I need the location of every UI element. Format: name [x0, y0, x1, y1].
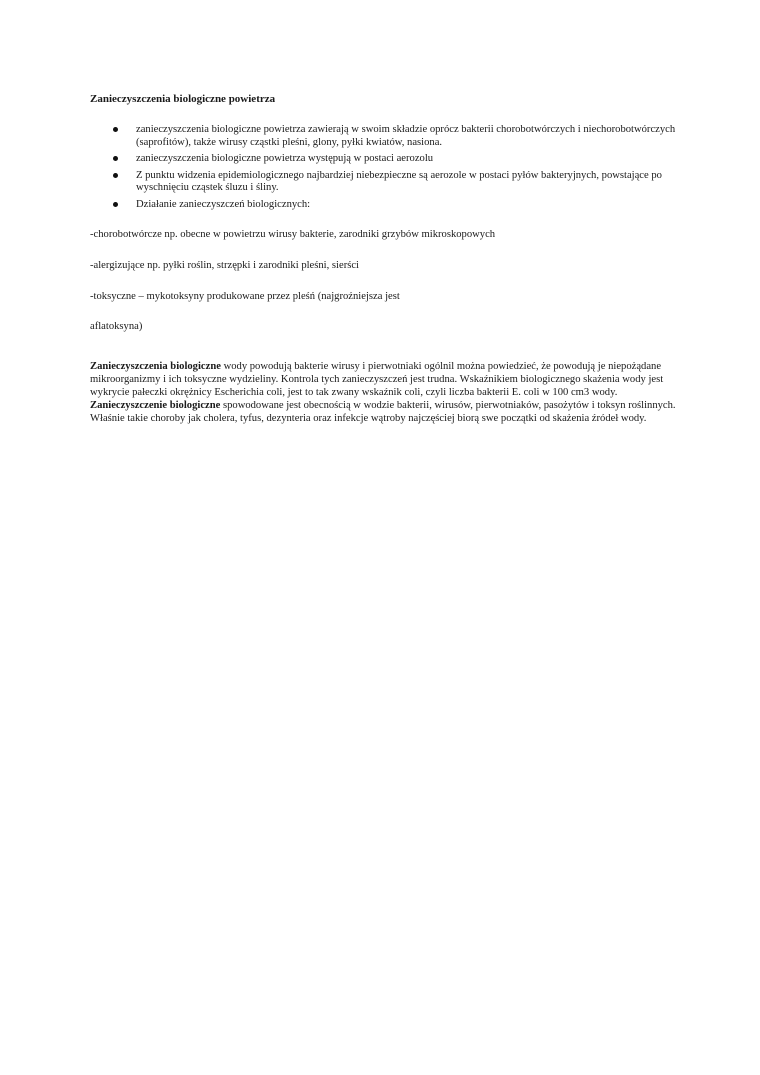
section-heading: Zanieczyszczenia biologiczne powietrza [90, 93, 276, 105]
bullet-text: zanieczyszczenia biologiczne powietrza zawierają w swoim składzie oprócz bakterii chorobotwórczych i niechorobotwórczych (saprofitów), także wirusy cząstki pleśni, glony, pyłki kwiatów, nasiona. [136, 124, 676, 148]
list-item [90, 153, 690, 166]
water-paragraph-text: spowodowane jest obecnością w wodzie bakterii, wirusów, pierwotniaków, pasożytów i toksyn roślinnych. Właśnie takie choroby jak cholera, tyfus, dezynteria oraz infekcje wątroby najczęściej biorą swe początki od skażenia źródeł wody. [90, 400, 676, 424]
bullet-list [90, 124, 690, 215]
bullet-icon [113, 173, 118, 178]
bullet-text: Działanie zanieczyszczeń biologicznych: [136, 198, 311, 210]
water-section [90, 360, 682, 425]
water-paragraph [90, 360, 682, 399]
list-item [90, 124, 690, 149]
list-item [90, 199, 690, 212]
water-paragraph-lead: Zanieczyszczenia biologiczne [90, 361, 221, 372]
bullet-icon [113, 127, 118, 132]
bullet-icon [113, 202, 118, 207]
bullet-text: zanieczyszczenia biologiczne powietrza występują w postaci aerozolu [136, 153, 434, 164]
water-paragraph-text: wody powodują bakterie wirusy i pierwotniaki ogólnil można powiedzieć, że powodują je niepożądane mikroorganizmy i ich toksyczne wydzieliny. Kontrola tych zanieczyszczeń jest trudna. Wskaźnikiem biologicznego skażenia wody jest wykrycie pałeczki okrężnicy Escherichia coli, jest to tak zwany wskaźnik coli, czyli liczba bakterii E. coli w 100 cm3 wody. [90, 361, 664, 398]
list-item [90, 170, 690, 195]
effect-pathogenic: -chorobotwórcze np. obecne w powietrzu wirusy bakterie, zarodniki grzybów mikroskopowych [90, 229, 496, 240]
bullet-icon [113, 156, 118, 161]
effect-allergenic: -alergizujące np. pyłki roślin, strzępki i zarodniki pleśni, sierści [90, 260, 359, 271]
effect-toxic-continued: aflatoksyna) [90, 321, 143, 332]
bullet-text: Z punktu widzenia epidemiologicznego najbardziej niebezpieczne są aerozole w postaci pyłów bakteryjnych, powstające po wyschnięciu cząstek śluzu i śliny. [136, 169, 662, 193]
water-paragraph [90, 399, 682, 425]
water-paragraph-lead: Zanieczyszczenie biologiczne [90, 400, 221, 411]
effect-toxic: -toksyczne – mykotoksyny produkowane przez pleśń (najgroźniejsza jest [90, 291, 400, 302]
